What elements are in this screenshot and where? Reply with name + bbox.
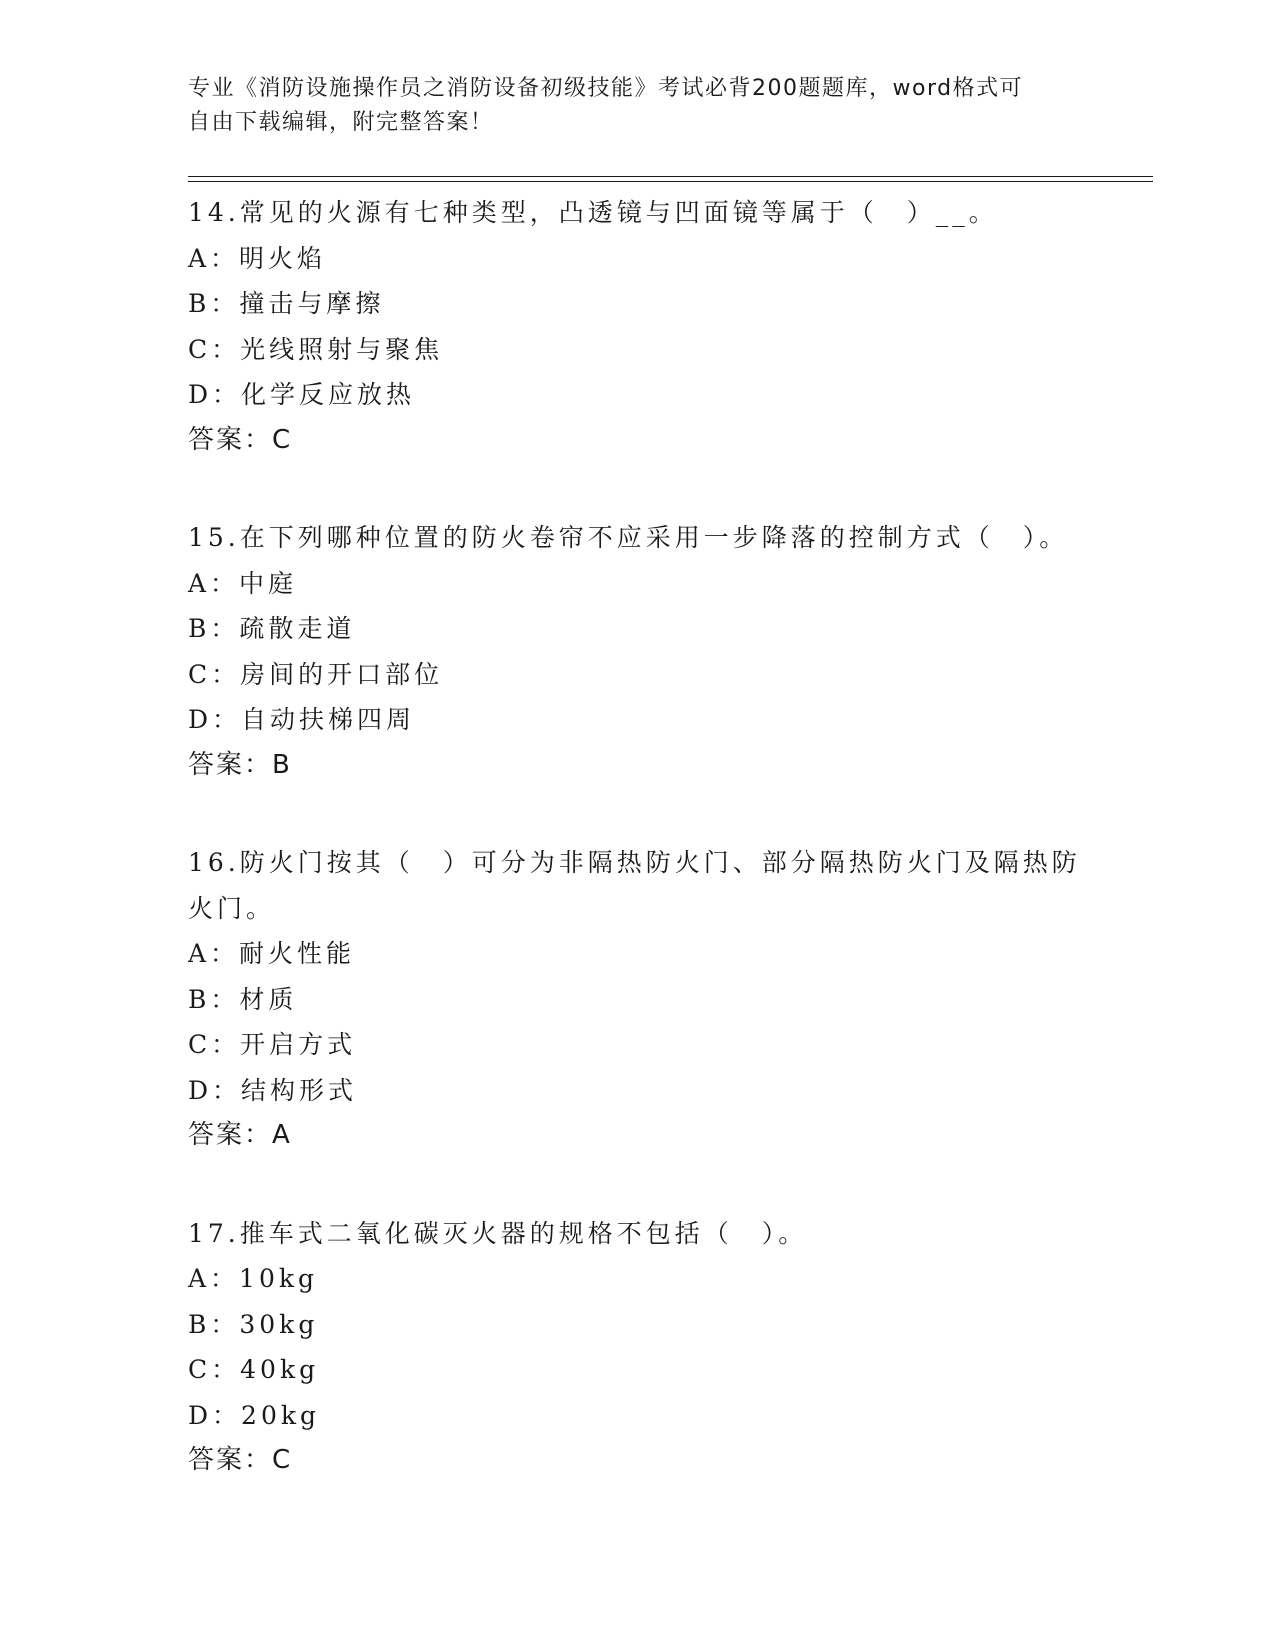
option-c: C：开启方式 [188,1030,357,1059]
option-d: D：化学反应放热 [188,380,416,409]
header-divider-top [188,176,1153,177]
question-17 [188,1211,1108,1484]
option-b: B：30kg [188,1309,319,1339]
header-divider-bottom [188,181,1153,182]
option-c: C：40kg [188,1355,320,1384]
option-c: C：房间的开口部位 [188,659,444,689]
option-b: B：疏散走道 [188,614,356,643]
option-d: D：20kg [188,1400,321,1430]
question-text: 16.防火门按其（ ）可分为非隔热防火门、部分隔热防火门及隔热防火门。 [188,848,1081,923]
option-d: D：结构形式 [188,1075,358,1105]
option-c: C：光线照射与聚焦 [188,334,444,364]
option-a: A：明火焰 [188,243,327,273]
option-a: A：10kg [188,1264,319,1293]
option-b: B：撞击与摩擦 [188,289,385,318]
option-a: A：耐火性能 [188,939,356,968]
header-line-2: 自由下载编辑，附完整答案！ [188,110,494,135]
answer-label: 答案：C [188,424,293,455]
question-text: 14.常见的火源有七种类型，凸透镜与凹面镜等属于（ ）__。 [188,198,998,227]
answer-label: 答案：A [188,1120,292,1150]
option-b: B：材质 [188,984,298,1014]
option-a: A：中庭 [188,568,298,598]
option-d: D：自动扶梯四周 [188,705,416,734]
question-text: 15.在下列哪种位置的防火卷帘不应采用一步降落的控制方式（ ）。 [188,523,1069,552]
question-14 [188,190,1108,463]
question-text: 17.推车式二氧化碳灭火器的规格不包括（ ）。 [188,1218,808,1248]
question-16 [188,840,1108,1159]
question-15 [188,515,1108,788]
document-header [188,72,1068,140]
header-line-1: 专业《消防设施操作员之消防设备初级技能》考试必背200题题库，word格式可 [188,76,1024,101]
answer-label: 答案：B [188,749,292,780]
answer-label: 答案：C [188,1445,293,1475]
question-list [188,190,1108,1536]
